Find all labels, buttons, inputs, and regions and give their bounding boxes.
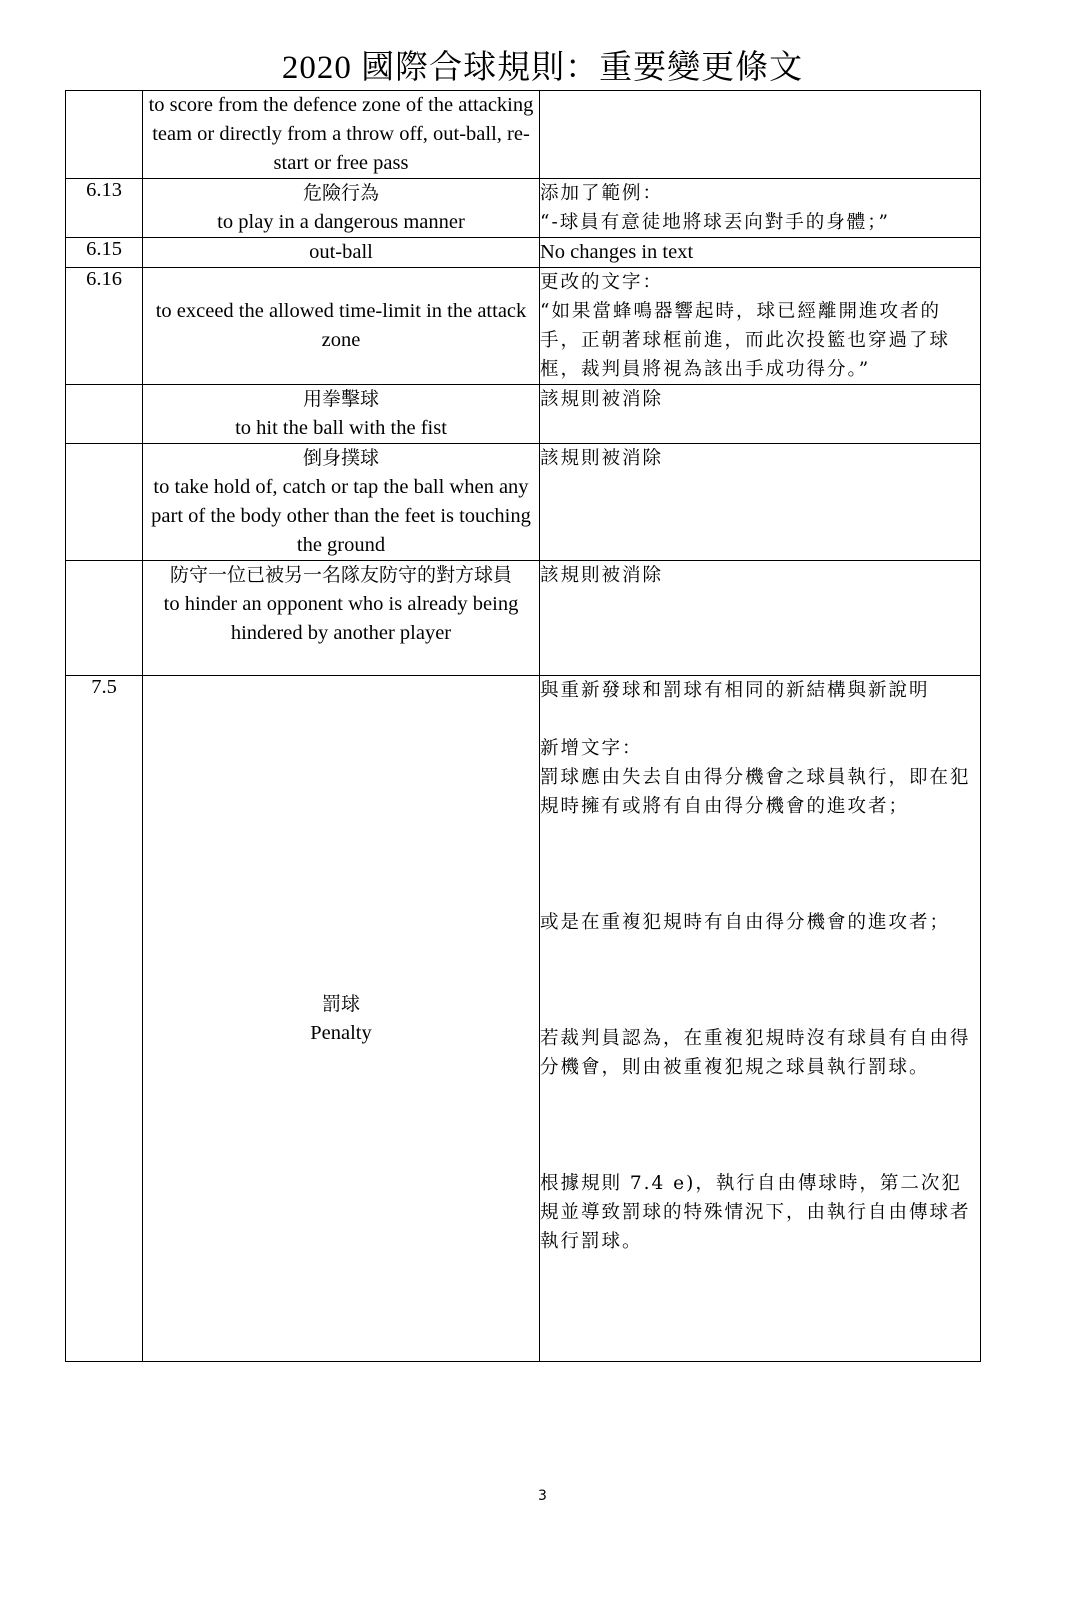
rule-description-cell bbox=[143, 561, 540, 676]
rule-number-cell bbox=[66, 444, 143, 561]
rule-change-cell: No changes in text bbox=[540, 238, 981, 268]
change-intro: 與重新發球和罰球有相同的新結構與新說明 bbox=[540, 680, 930, 701]
table-row bbox=[66, 385, 981, 444]
rule-description-cell bbox=[143, 268, 540, 385]
rule-description-en: to hit the ball with the fist bbox=[235, 417, 447, 439]
page-number: 3 bbox=[538, 1488, 547, 1504]
rule-change-cell: 該規則被消除 bbox=[540, 561, 981, 676]
table-row bbox=[66, 676, 981, 1362]
rule-number-cell: 6.16 bbox=[66, 268, 143, 385]
rule-description-en: to score from the defence zone of the attacking team or directly from a throw off, out-ball, re-start or free pass bbox=[148, 94, 534, 174]
rule-description-cell bbox=[143, 238, 540, 268]
table-row bbox=[66, 561, 981, 676]
table-row bbox=[66, 179, 981, 238]
rule-change-cell bbox=[540, 268, 981, 385]
table-row bbox=[66, 268, 981, 385]
rule-description-zh: 罰球 bbox=[321, 992, 360, 1015]
rule-description-cell bbox=[143, 179, 540, 238]
rule-number-cell: 6.13 bbox=[66, 179, 143, 238]
rule-description-en: to hinder an opponent who is already being hindered by another player bbox=[163, 593, 519, 644]
rule-description-zh: 倒身撲球 bbox=[302, 447, 379, 469]
rule-description-cell bbox=[143, 676, 540, 1362]
change-paragraph: 或是在重複犯規時有自由得分機會的進攻者； bbox=[540, 912, 951, 933]
rule-description-cell bbox=[143, 91, 540, 179]
change-paragraph: 根據規則 7.4 e)，執行自由傳球時，第二次犯規並導致罰球的特殊情況下，由執行自由傳球者執行罰球。 bbox=[540, 1173, 971, 1252]
rule-number-cell bbox=[66, 91, 143, 179]
rule-change-cell bbox=[540, 179, 981, 238]
rule-description-en: to take hold of, catch or tap the ball when any part of the body other than the feet is touching the ground bbox=[151, 476, 531, 556]
rule-description-cell bbox=[143, 385, 540, 444]
rule-change-cell bbox=[540, 91, 981, 179]
page-title: 2020 國際合球規則：重要變更條文 bbox=[281, 50, 804, 86]
rule-number-cell bbox=[66, 561, 143, 676]
rule-description-en: out-ball bbox=[309, 241, 373, 263]
rule-changes-table bbox=[65, 90, 981, 1362]
rule-change-cell bbox=[540, 676, 981, 1362]
rule-description-cell bbox=[143, 444, 540, 561]
rule-description-en: to play in a dangerous manner bbox=[217, 211, 465, 233]
change-text: “如果當蜂鳴器響起時，球已經離開進攻者的手，正朝著球框前進，而此次投籃也穿過了球框，裁判員將視為該出手成功得分。” bbox=[540, 301, 951, 380]
change-paragraph: 若裁判員認為，在重複犯規時沒有球員有自由得分機會，則由被重複犯規之球員執行罰球。 bbox=[540, 1028, 971, 1078]
rule-description-en: Penalty bbox=[310, 1021, 372, 1044]
rule-description-en: to exceed the allowed time-limit in the attack zone bbox=[155, 300, 527, 351]
table-row bbox=[66, 238, 981, 268]
change-label: 更改的文字： bbox=[540, 272, 664, 293]
change-paragraph: 罰球應由失去自由得分機會之球員執行，即在犯規時擁有或將有自由得分機會的進攻者； bbox=[540, 767, 971, 817]
change-label: 添加了範例： bbox=[540, 183, 664, 204]
rule-description-zh: 防守一位已被另一名隊友防守的對方球員 bbox=[169, 564, 512, 586]
rule-description-zh: 危險行為 bbox=[302, 182, 379, 204]
rule-number-cell: 7.5 bbox=[66, 676, 143, 1362]
rule-change-cell: 該規則被消除 bbox=[540, 444, 981, 561]
rule-number-cell bbox=[66, 385, 143, 444]
change-label: 新增文字： bbox=[540, 738, 643, 759]
table-row bbox=[66, 91, 981, 179]
rule-description-zh: 用拳擊球 bbox=[302, 388, 379, 410]
change-text: “-球員有意徒地將球丟向對手的身體；” bbox=[540, 212, 890, 233]
rule-change-cell: 該規則被消除 bbox=[540, 385, 981, 444]
rule-number-cell: 6.15 bbox=[66, 238, 143, 268]
table-row bbox=[66, 444, 981, 561]
